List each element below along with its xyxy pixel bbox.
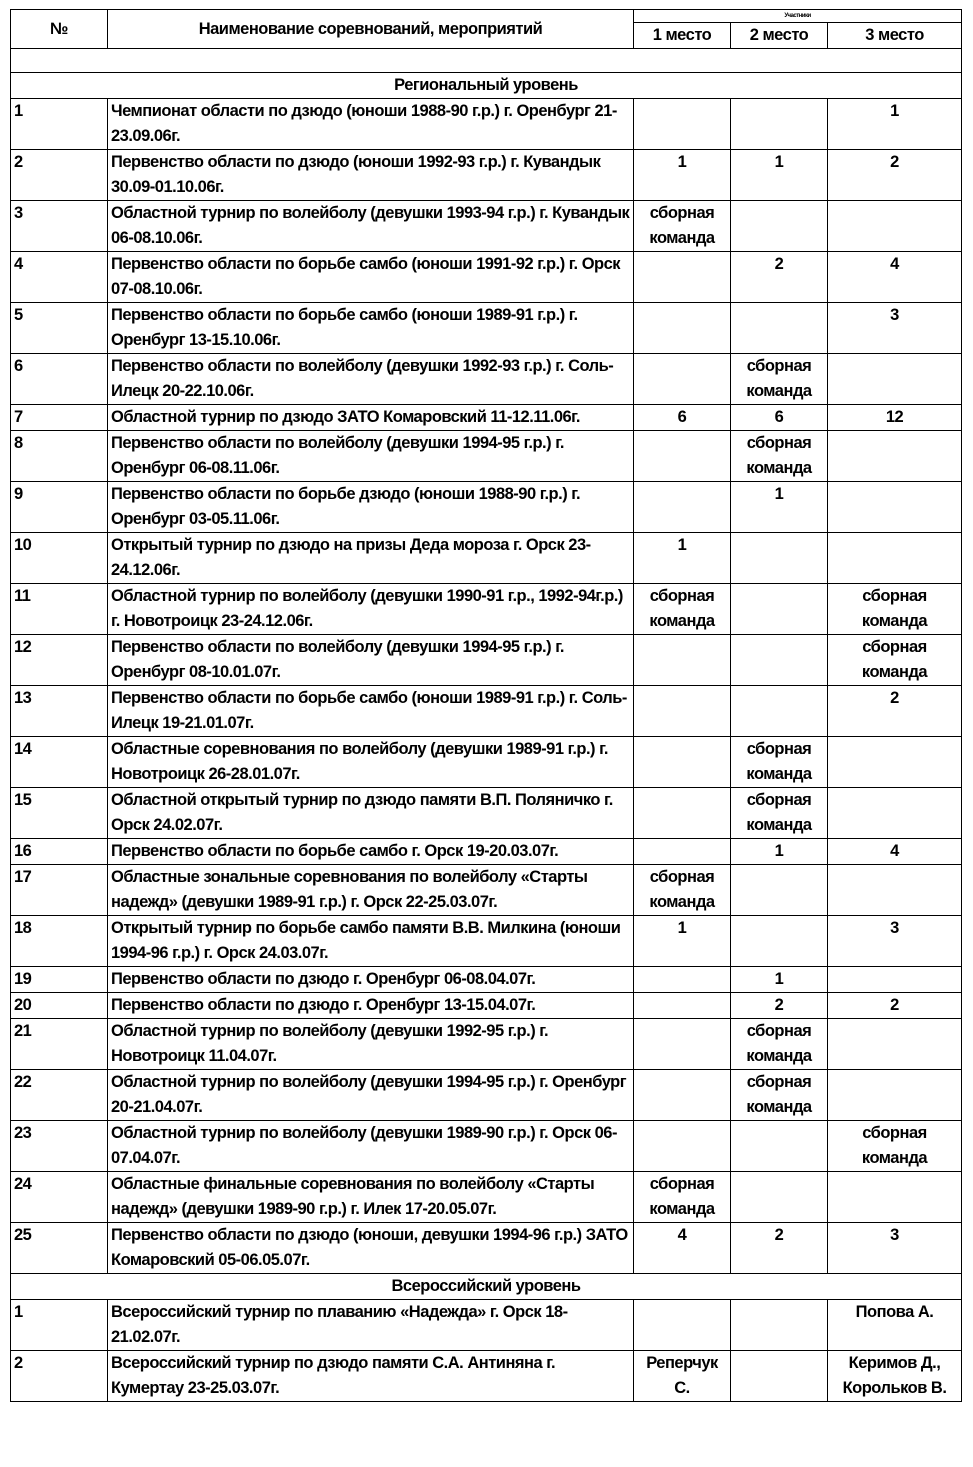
row-number: 7	[11, 405, 108, 431]
competition-name: Первенство области по дзюдо (юноши, девушки 1994-96 г.р.) ЗАТО Комаровский 05-06.05.07г.	[108, 1223, 634, 1274]
table-row	[11, 1351, 962, 1402]
place-1-cell	[634, 1121, 731, 1172]
row-number: 5	[11, 303, 108, 354]
place-3-cell: Попова А.	[828, 1300, 962, 1351]
competition-name: Всероссийский турнир по дзюдо памяти С.А. Антиняна г. Кумертау 23-25.03.07г.	[108, 1351, 634, 1402]
row-number: 19	[11, 967, 108, 993]
row-number: 17	[11, 865, 108, 916]
table-row	[11, 201, 962, 252]
place-2-cell: сборная команда	[731, 1070, 828, 1121]
header-place-3: 3 место	[828, 23, 962, 49]
table-row	[11, 1223, 962, 1274]
place-2-cell	[731, 533, 828, 584]
table-row	[11, 635, 962, 686]
table-row	[11, 967, 962, 993]
place-3-cell	[828, 788, 962, 839]
place-3-cell	[828, 201, 962, 252]
place-1-cell: сборная команда	[634, 1172, 731, 1223]
place-2-cell: сборная команда	[731, 354, 828, 405]
place-1-cell	[634, 1300, 731, 1351]
section-header-row	[11, 1274, 962, 1300]
table-row	[11, 150, 962, 201]
place-2-cell: 2	[731, 993, 828, 1019]
competition-name: Первенство области по волейболу (девушки 1994-95 г.р.) г. Оренбург 08-10.01.07г.	[108, 635, 634, 686]
place-2-cell: сборная команда	[731, 788, 828, 839]
row-number: 1	[11, 99, 108, 150]
place-1-cell	[634, 354, 731, 405]
place-2-cell	[731, 303, 828, 354]
competition-name: Областной турнир по волейболу (девушки 1990-91 г.р., 1992-94г.р.) г. Новотроицк 23-24.12.06г.	[108, 584, 634, 635]
place-2-cell	[731, 1300, 828, 1351]
row-number: 13	[11, 686, 108, 737]
table-row	[11, 303, 962, 354]
competition-name: Областные соревнования по волейболу (девушки 1989-91 г.р.) г. Новотроицк 26-28.01.07г.	[108, 737, 634, 788]
place-2-cell	[731, 916, 828, 967]
place-3-cell: 3	[828, 916, 962, 967]
row-number: 21	[11, 1019, 108, 1070]
table-row	[11, 1019, 962, 1070]
place-1-cell	[634, 788, 731, 839]
place-2-cell	[731, 99, 828, 150]
place-2-cell: 1	[731, 482, 828, 533]
place-2-cell	[731, 1121, 828, 1172]
table-row	[11, 865, 962, 916]
row-number: 6	[11, 354, 108, 405]
place-2-cell: 1	[731, 967, 828, 993]
place-3-cell	[828, 1172, 962, 1223]
row-number: 2	[11, 150, 108, 201]
place-1-cell	[634, 252, 731, 303]
section-header-row	[11, 73, 962, 99]
header-place-1: 1 место	[634, 23, 731, 49]
row-number: 4	[11, 252, 108, 303]
table-row	[11, 431, 962, 482]
competition-name: Первенство области по дзюдо (юноши 1992-93 г.р.) г. Кувандык 30.09-01.10.06г.	[108, 150, 634, 201]
place-3-cell: 4	[828, 252, 962, 303]
competition-name: Открытый турнир по дзюдо на призы Деда мороза г. Орск 23-24.12.06г.	[108, 533, 634, 584]
table-row	[11, 482, 962, 533]
row-number: 20	[11, 993, 108, 1019]
table-row	[11, 354, 962, 405]
competition-name: Областной турнир по волейболу (девушки 1994-95 г.р.) г. Оренбург 20-21.04.07г.	[108, 1070, 634, 1121]
table-row	[11, 1070, 962, 1121]
header-name: Наименование соревнований, мероприятий	[108, 10, 634, 49]
place-2-cell: 1	[731, 839, 828, 865]
row-number: 25	[11, 1223, 108, 1274]
competition-name: Первенство области по борьбе самбо (юноши 1991-92 г.р.) г. Орск 07-08.10.06г.	[108, 252, 634, 303]
place-2-cell	[731, 201, 828, 252]
place-1-cell	[634, 635, 731, 686]
row-number: 14	[11, 737, 108, 788]
place-3-cell: 12	[828, 405, 962, 431]
row-number: 3	[11, 201, 108, 252]
row-number: 24	[11, 1172, 108, 1223]
place-1-cell: сборная команда	[634, 865, 731, 916]
place-2-cell: сборная команда	[731, 737, 828, 788]
row-number: 12	[11, 635, 108, 686]
place-3-cell: 2	[828, 686, 962, 737]
table-row	[11, 916, 962, 967]
competition-name: Открытый турнир по борьбе самбо памяти В.В. Милкина (юноши 1994-96 г.р.) г. Орск 24.03.07г.	[108, 916, 634, 967]
place-3-cell: 3	[828, 1223, 962, 1274]
row-number: 16	[11, 839, 108, 865]
spacer-row	[11, 49, 962, 73]
place-2-cell	[731, 865, 828, 916]
row-number: 23	[11, 1121, 108, 1172]
place-1-cell	[634, 482, 731, 533]
place-1-cell: Реперчук С.	[634, 1351, 731, 1402]
competition-name: Первенство области по дзюдо г. Оренбург 06-08.04.07г.	[108, 967, 634, 993]
place-3-cell: 2	[828, 993, 962, 1019]
competition-name: Первенство области по борьбе самбо (юноши 1989-91 г.р.) г. Оренбург 13-15.10.06г.	[108, 303, 634, 354]
competition-name: Областной открытый турнир по дзюдо памяти В.П. Поляничко г. Орск 24.02.07г.	[108, 788, 634, 839]
place-3-cell	[828, 354, 962, 405]
table-row	[11, 533, 962, 584]
section-title: Всероссийский уровень	[11, 1274, 962, 1300]
place-1-cell: 1	[634, 916, 731, 967]
place-1-cell	[634, 431, 731, 482]
row-number: 9	[11, 482, 108, 533]
table-row	[11, 686, 962, 737]
place-1-cell	[634, 967, 731, 993]
competition-name: Областной турнир по волейболу (девушки 1993-94 г.р.) г. Кувандык 06-08.10.06г.	[108, 201, 634, 252]
row-number: 1	[11, 1300, 108, 1351]
place-3-cell	[828, 482, 962, 533]
place-1-cell	[634, 993, 731, 1019]
place-3-cell: сборная команда	[828, 1121, 962, 1172]
competition-name: Областные зональные соревнования по волейболу «Старты надежд» (девушки 1989-91 г.р.) г. Орск 22-25.03.07г.	[108, 865, 634, 916]
table-row	[11, 1121, 962, 1172]
place-1-cell	[634, 1070, 731, 1121]
competition-name: Первенство области по волейболу (девушки 1994-95 г.р.) г. Оренбург 06-08.11.06г.	[108, 431, 634, 482]
competition-name: Областной турнир по волейболу (девушки 1989-90 г.р.) г. Орск 06-07.04.07г.	[108, 1121, 634, 1172]
place-2-cell	[731, 635, 828, 686]
competition-name: Первенство области по волейболу (девушки 1992-93 г.р.) г. Соль-Илецк 20-22.10.06г.	[108, 354, 634, 405]
place-1-cell: сборная команда	[634, 201, 731, 252]
competition-name: Областной турнир по волейболу (девушки 1992-95 г.р.) г. Новотроицк 11.04.07г.	[108, 1019, 634, 1070]
header-participants: Участники	[634, 10, 962, 23]
table-row	[11, 839, 962, 865]
place-2-cell: сборная команда	[731, 431, 828, 482]
competition-name: Первенство области по борьбе дзюдо (юноши 1988-90 г.р.) г. Оренбург 03-05.11.06г.	[108, 482, 634, 533]
place-3-cell: 1	[828, 99, 962, 150]
place-1-cell: 4	[634, 1223, 731, 1274]
competition-name: Первенство области по борьбе самбо (юноши 1989-91 г.р.) г. Соль-Илецк 19-21.01.07г.	[108, 686, 634, 737]
competition-name: Областные финальные соревнования по волейболу «Старты надежд» (девушки 1989-90 г.р.) г. Илек 17-20.05.07г.	[108, 1172, 634, 1223]
table-row	[11, 405, 962, 431]
place-1-cell	[634, 686, 731, 737]
place-2-cell	[731, 584, 828, 635]
row-number: 22	[11, 1070, 108, 1121]
place-3-cell	[828, 967, 962, 993]
row-number: 8	[11, 431, 108, 482]
place-3-cell	[828, 431, 962, 482]
place-1-cell	[634, 839, 731, 865]
table-row	[11, 252, 962, 303]
place-2-cell	[731, 1351, 828, 1402]
place-2-cell: 6	[731, 405, 828, 431]
row-number: 2	[11, 1351, 108, 1402]
header-place-2: 2 место	[731, 23, 828, 49]
table-row	[11, 1300, 962, 1351]
place-1-cell: сборная команда	[634, 584, 731, 635]
table-row	[11, 584, 962, 635]
place-3-cell: 3	[828, 303, 962, 354]
place-3-cell	[828, 1070, 962, 1121]
competition-name: Областной турнир по дзюдо ЗАТО Комаровский 11-12.11.06г.	[108, 405, 634, 431]
table-row	[11, 99, 962, 150]
place-3-cell: 2	[828, 150, 962, 201]
place-2-cell	[731, 686, 828, 737]
place-2-cell: сборная команда	[731, 1019, 828, 1070]
place-3-cell	[828, 1019, 962, 1070]
competition-name: Первенство области по дзюдо г. Оренбург 13-15.04.07г.	[108, 993, 634, 1019]
place-1-cell	[634, 1019, 731, 1070]
row-number: 11	[11, 584, 108, 635]
place-1-cell: 1	[634, 150, 731, 201]
place-3-cell: сборная команда	[828, 584, 962, 635]
table-row	[11, 737, 962, 788]
competition-name: Первенство области по борьбе самбо г. Орск 19-20.03.07г.	[108, 839, 634, 865]
table-row	[11, 993, 962, 1019]
table-row	[11, 1172, 962, 1223]
place-3-cell: Керимов Д., Корольков В.	[828, 1351, 962, 1402]
header-num: №	[11, 10, 108, 49]
competitions-table	[10, 9, 962, 1402]
competition-name: Всероссийский турнир по плаванию «Надежда» г. Орск 18-21.02.07г.	[108, 1300, 634, 1351]
place-1-cell	[634, 303, 731, 354]
place-1-cell: 6	[634, 405, 731, 431]
place-3-cell: сборная команда	[828, 635, 962, 686]
place-3-cell	[828, 533, 962, 584]
place-2-cell	[731, 1172, 828, 1223]
row-number: 18	[11, 916, 108, 967]
place-3-cell	[828, 865, 962, 916]
place-3-cell: 4	[828, 839, 962, 865]
row-number: 10	[11, 533, 108, 584]
table-row	[11, 788, 962, 839]
row-number: 15	[11, 788, 108, 839]
place-1-cell	[634, 99, 731, 150]
place-2-cell: 2	[731, 252, 828, 303]
competition-name: Чемпионат области по дзюдо (юноши 1988-90 г.р.) г. Оренбург 21-23.09.06г.	[108, 99, 634, 150]
place-2-cell: 2	[731, 1223, 828, 1274]
place-1-cell: 1	[634, 533, 731, 584]
section-title: Региональный уровень	[11, 73, 962, 99]
place-2-cell: 1	[731, 150, 828, 201]
place-3-cell	[828, 737, 962, 788]
place-1-cell	[634, 737, 731, 788]
